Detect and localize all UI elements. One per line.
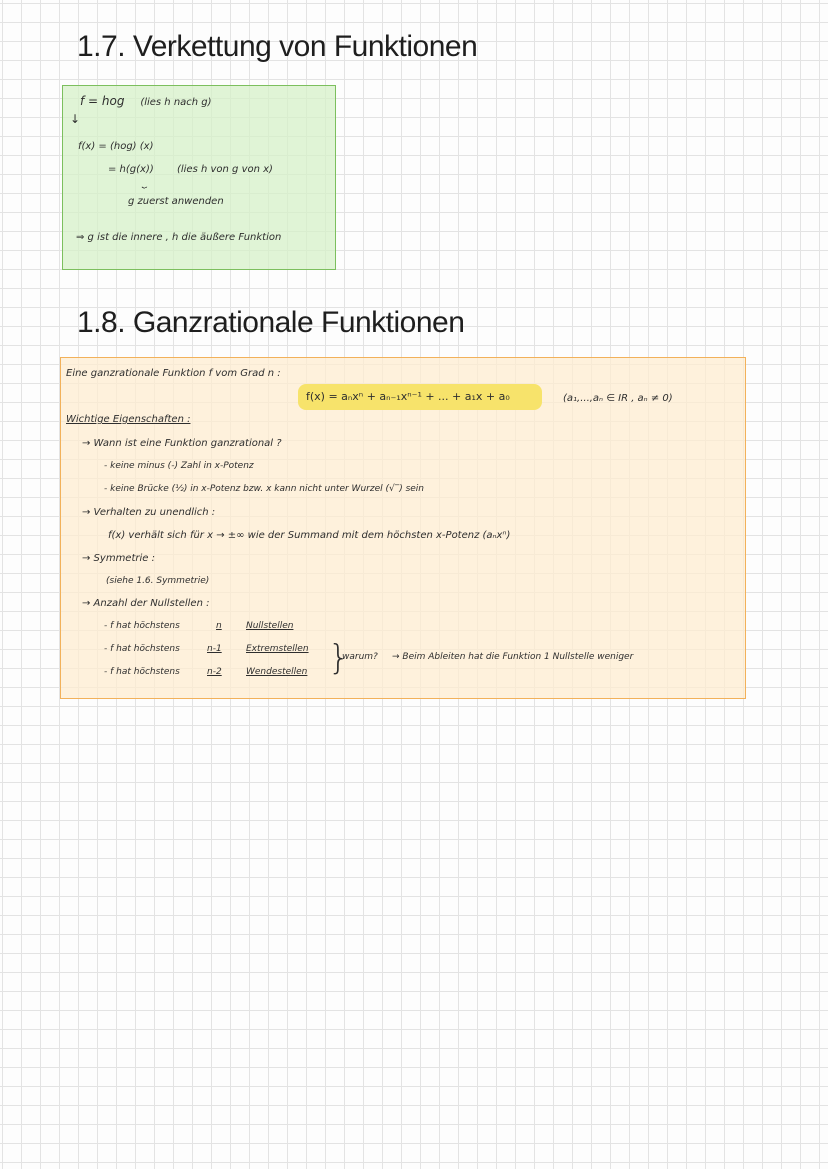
derivative-explanation: → Beim Ableiten hat die Funktion 1 Nullstelle weniger [392, 652, 634, 662]
row-degree-1: n [216, 621, 222, 631]
section-title-verkettung: 1.7. Verkettung von Funktionen [77, 30, 478, 63]
composition-reading: (lies h nach g) [140, 97, 212, 108]
composition-expression: f = hog [80, 94, 125, 108]
verkettung-line-4: g zuerst anwenden [128, 196, 224, 207]
row-left-1: - f hat höchstens [104, 621, 180, 631]
verkettung-conclusion: ⇒ g ist die innere , h die äußere Funktion [76, 232, 282, 243]
question-infinity: → Verhalten zu unendlich : [82, 507, 216, 518]
row-degree-2: n-1 [207, 644, 222, 654]
verkettung-line-2: f(x) = (hog) (x) [78, 141, 154, 152]
properties-heading: Wichtige Eigenschaften : [66, 414, 191, 425]
right-brace-icon: } [328, 638, 350, 678]
row-left-3: - f hat höchstens [104, 667, 180, 677]
row-kind-2: Extremstellen [246, 644, 309, 654]
question-symmetry: → Symmetrie : [82, 553, 155, 564]
row-left-2: - f hat höchstens [104, 644, 180, 654]
criterion-no-negative: - keine minus (-) Zahl in x-Potenz [104, 461, 254, 471]
infinity-behaviour: f(x) verhält sich für x → ±∞ wie der Summand mit dem höchsten x-Potenz (aₙxⁿ) [108, 530, 511, 541]
question-ganzrational: → Wann ist eine Funktion ganzrational ? [82, 438, 282, 449]
criterion-no-fraction: - keine Brücke (½) in x-Potenz bzw. x kann nicht unter Wurzel (√‾) sein [104, 484, 425, 494]
row-degree-3: n-2 [207, 667, 222, 677]
row-kind-3: Wendestellen [246, 667, 308, 677]
section-title-ganzrational: 1.8. Ganzrationale Funktionen [77, 306, 465, 339]
polynomial-formula: f(x) = aₙxⁿ + aₙ₋₁xⁿ⁻¹ + ... + a₁x + a₀ [306, 390, 510, 403]
underbrace-icon: ⏟ [142, 179, 148, 189]
verkettung-line-1 [80, 94, 212, 108]
arrow-down-icon: ↓ [70, 112, 81, 126]
verkettung-line-3 [108, 164, 273, 175]
question-zeros: → Anzahl der Nullstellen : [82, 598, 210, 609]
definition-intro: Eine ganzrationale Funktion f vom Grad n : [66, 368, 281, 379]
nested-expression: = h(g(x)) [108, 164, 154, 175]
why-question: warum? [342, 652, 378, 662]
symmetry-reference: (siehe 1.6. Symmetrie) [106, 576, 210, 586]
nested-reading: (lies h von g von x) [176, 164, 273, 175]
row-kind-1: Nullstellen [246, 621, 294, 631]
coefficient-condition: (a₁,...,aₙ ∈ IR , aₙ ≠ 0) [563, 393, 673, 404]
